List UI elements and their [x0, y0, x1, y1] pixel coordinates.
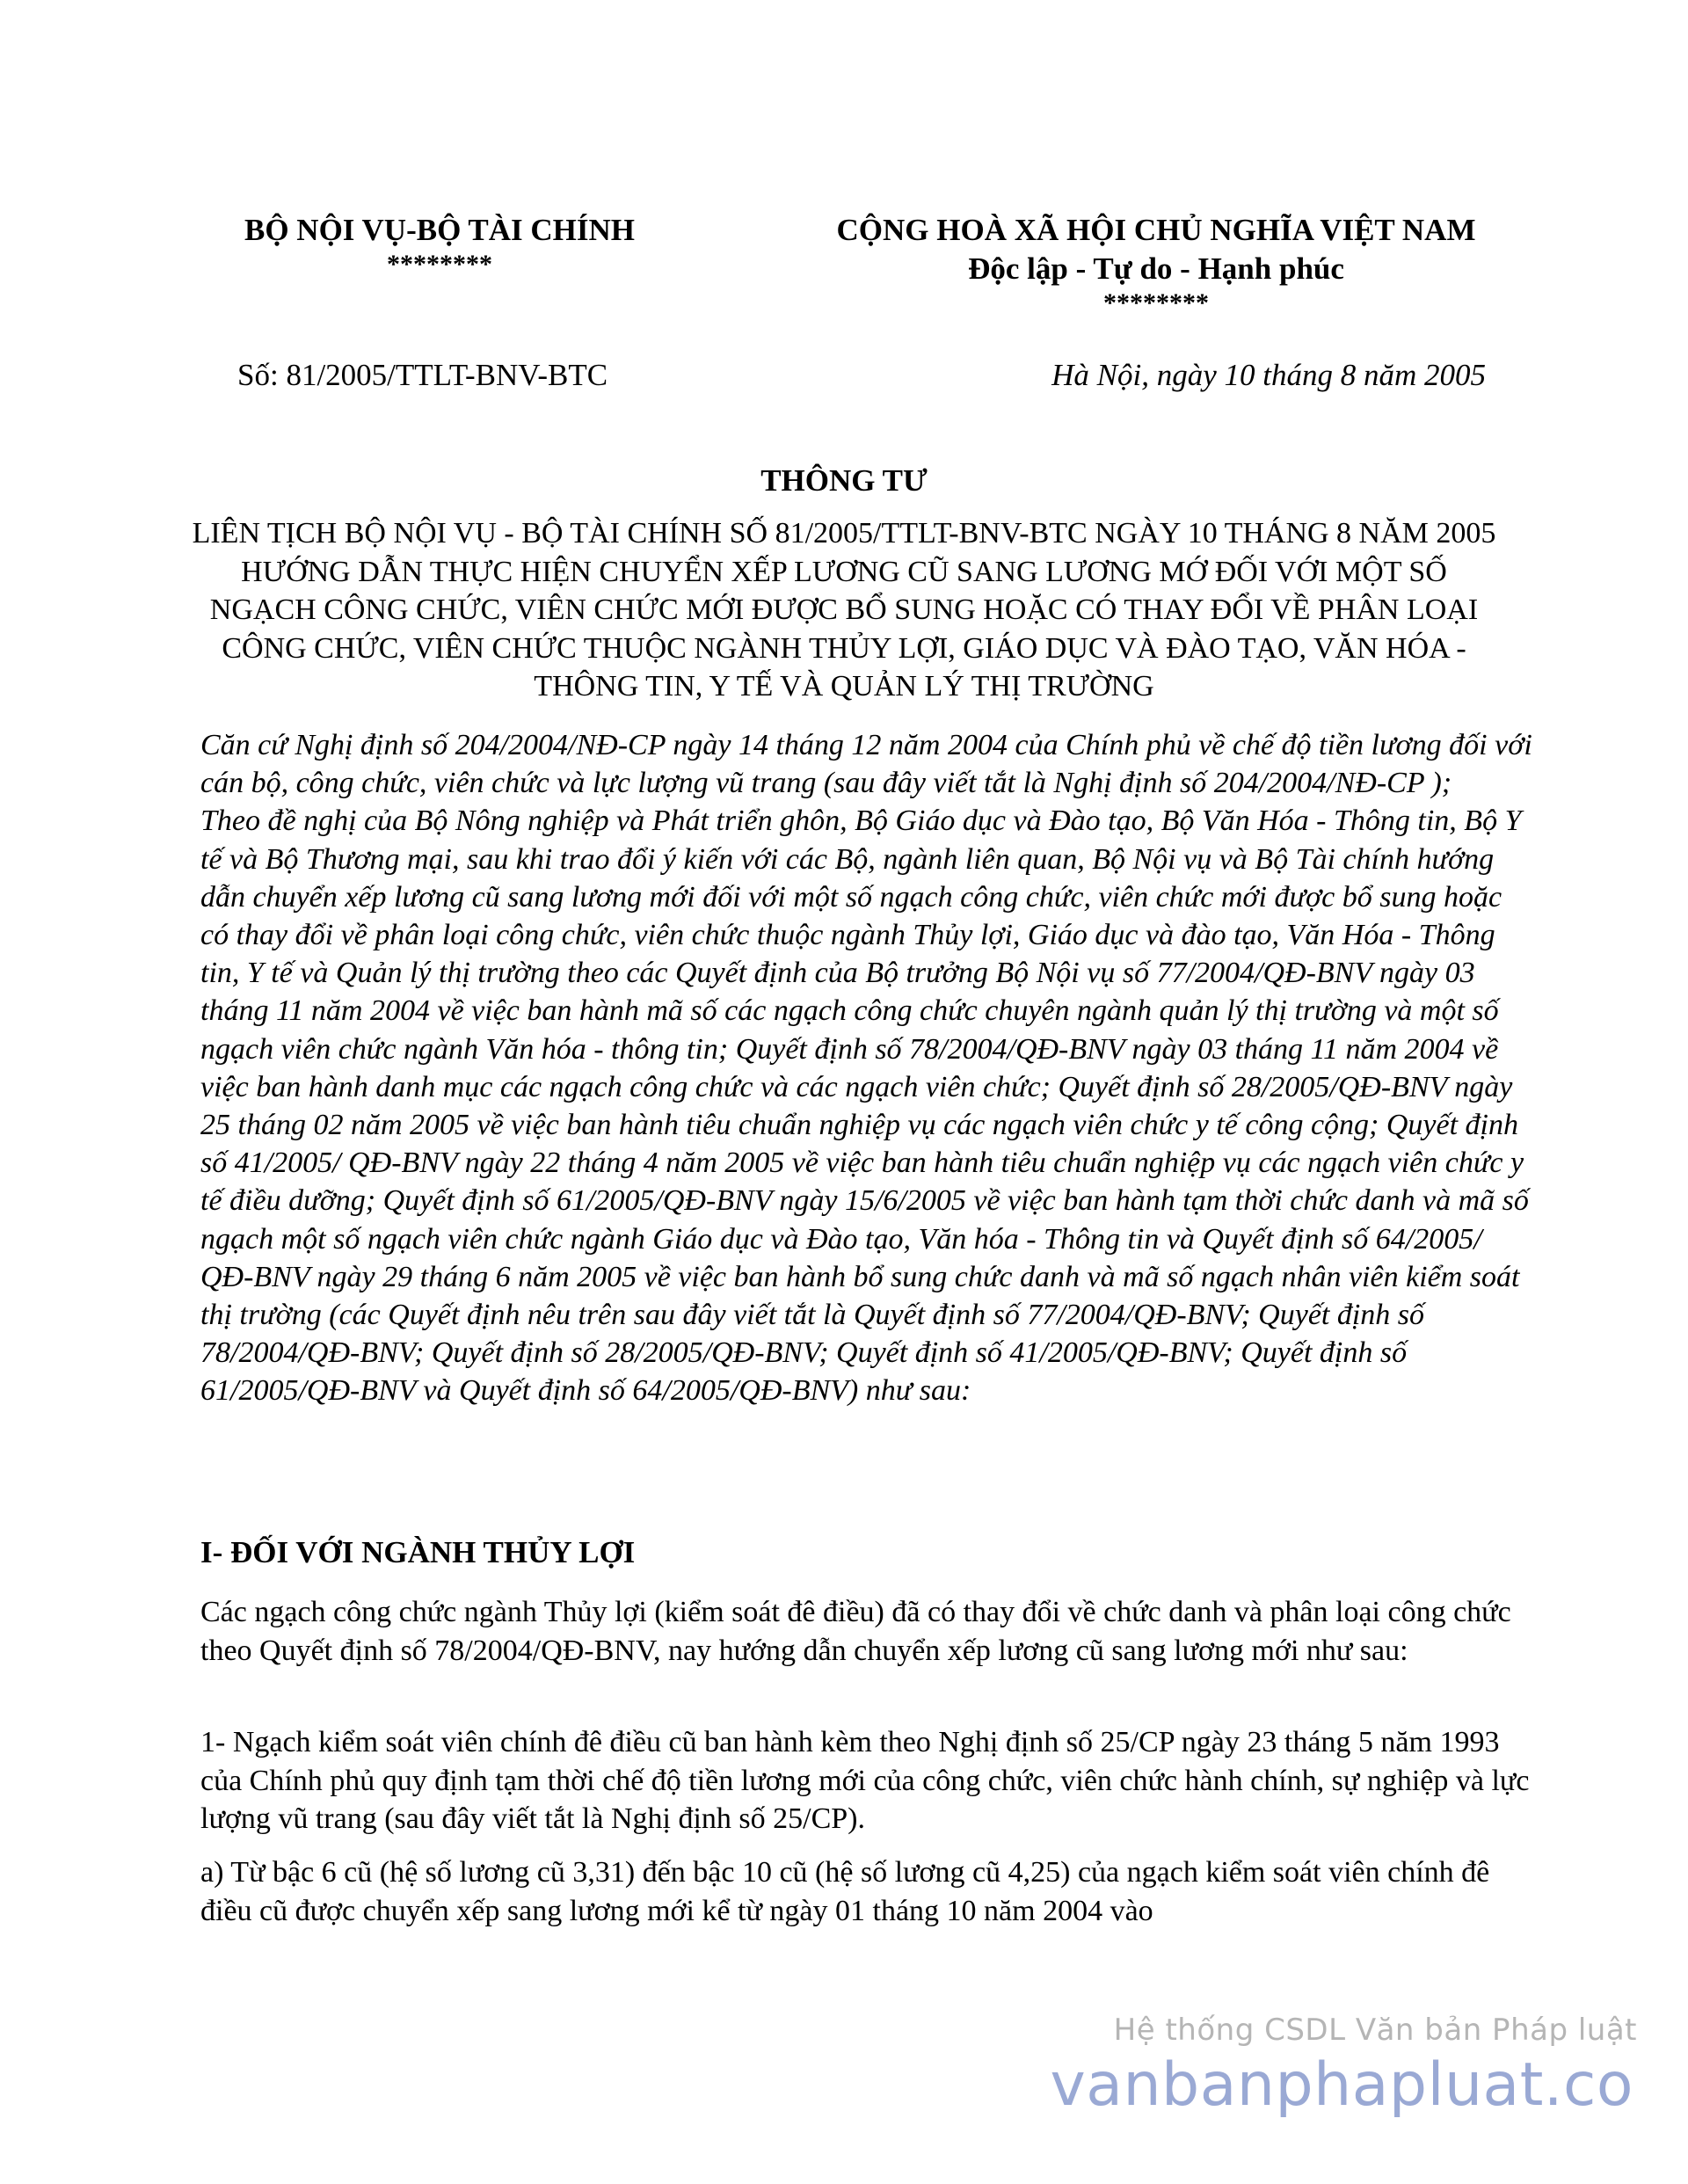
watermark-site: vanbanphapluat.co: [1050, 2050, 1633, 2120]
agency-name: BỘ NỘI VỤ-BỘ TÀI CHÍNH: [244, 213, 636, 247]
national-header: [743, 211, 1569, 317]
agency-header: [202, 211, 677, 278]
agency-stars: ********: [387, 250, 492, 279]
body-paragraph: Các ngạch công chức ngành Thủy lợi (kiểm soát đê điều) đã có thay đổi về chức danh và phân loại công chức theo Quyết định số 78/2004/QĐ-BNV, nay hướng dẫn chuyển xếp lương cũ sang lương mới như sau:: [200, 1596, 1511, 1667]
document-date: Hà Nội, ngày 10 tháng 8 năm 2005: [1051, 358, 1486, 392]
preamble-paragraph: Theo đề nghị của Bộ Nông nghiệp và Phát triển ghôn, Bộ Giáo dục và Đào tạo, Bộ Văn Hóa - Thông tin, Bộ Y tế và Bộ Thương mại, sau khi trao đổi ý kiến với các Bộ, ngành liên quan, Bộ Nội vụ và Bộ Tài chính hướng dẫn chuyển xếp lương cũ sang lương mới đối với một số ngạch công chức, viên chức mới được bổ sung hoặc có thay đổi về phân loại công chức, viên chức thuộc ngành Thủy lợi, Giáo dục và đào tạo, Văn Hóa - Thông tin, Y tế và Quản lý thị trường theo các Quyết định của Bộ trưởng Bộ Nội vụ số 77/2004/QĐ-BNV ngày 03 tháng 11 năm 2004 về việc ban hành mã số các ngạch công chức chuyên ngành quản lý thị trường và một số ngạch viên chức ngành Văn hóa - thông tin; Quyết định số 78/2004/QĐ-BNV ngày 03 tháng 11 năm 2004 về việc ban hành danh mục các ngạch công chức và các ngạch viên chức; Quyết định số 28/2005/QĐ-BNV ngày 25 tháng 02 năm 2005 về việc ban hành tiêu chuẩn nghiệp vụ các ngạch viên chức y tế công cộng; Quyết định số 41/2005/ QĐ-BNV ngày 22 tháng 4 năm 2005 về việc ban hành tiêu chuẩn nghiệp vụ các ngạch viên chức y tế điều dưỡng; Quyết định số 61/2005/QĐ-BNV ngày 15/6/2005 về việc ban hành tạm thời chức danh và mã số ngạch một số ngạch viên chức ngành Giáo dục và Đào tạo, Văn hóa - Thông tin và Quyết định số 64/2005/ QĐ-BNV ngày 29 tháng 6 năm 2005 về việc ban hành bổ sung chức danh và mã số ngạch nhân viên kiểm soát thị trường (các Quyết định nêu trên sau đây viết tắt là Quyết định số 77/2004/QĐ-BNV; Quyết định số 78/2004/QĐ-BNV; Quyết định số 28/2005/QĐ-BNV; Quyết định số 41/2005/QĐ-BNV; Quyết định số 61/2005/QĐ-BNV và Quyết định số 64/2005/QĐ-BNV) như sau:: [200, 804, 1529, 1408]
country-stars: ********: [1103, 288, 1209, 317]
motto: Độc lập - Tự do - Hạnh phúc: [968, 251, 1344, 286]
section-heading: I- ĐỐI VỚI NGÀNH THỦY LỢI: [200, 1535, 636, 1569]
body-paragraph: 1- Ngạch kiểm soát viên chính đê điều cũ ban hành kèm theo Nghị định số 25/CP ngày 23 tháng 5 năm 1993 của Chính phủ quy định tạm thời chế độ tiền lương mới của công chức, viên chức hành chính, sự nghiệp và lực lượng vũ trang (sau đây viết tắt là Nghị định số 25/CP).: [200, 1726, 1530, 1835]
document-title: LIÊN TỊCH BỘ NỘI VỤ - BỘ TÀI CHÍNH SỐ 81/2005/TTLT-BNV-BTC NGÀY 10 THÁNG 8 NĂM 2005 HƯỚNG DẪN THỰC HIỆN CHUYỂN XẾP LƯƠNG CŨ SANG LƯƠNG MỚ ĐỐI VỚI MỘT SỐ NGẠCH CÔNG CHỨC, VIÊN CHỨC MỚI ĐƯỢC BỔ SUNG HOẶC CÓ THAY ĐỔI VỀ PHÂN LOẠI CÔNG CHỨC, VIÊN CHỨC THUỘC NGÀNH THỦY LỢI, GIÁO DỤC VÀ ĐÀO TẠO, VĂN HÓA - THÔNG TIN, Y TẾ VÀ QUẢN LÝ THỊ TRƯỜNG: [192, 517, 1496, 703]
watermark-caption: Hệ thống CSDL Văn bản Pháp luật: [1113, 2013, 1637, 2048]
preamble-paragraph: Căn cứ Nghị định số 204/2004/NĐ-CP ngày 14 tháng 12 năm 2004 của Chính phủ về chế độ tiền lương đối với cán bộ, công chức, viên chức và lực lượng vũ trang (sau đây viết tắt là Nghị định số 204/2004/NĐ-CP );: [200, 729, 1532, 800]
preamble: [200, 726, 1537, 1410]
country-name: CỘNG HOÀ XÃ HỘI CHỦ NGHĨA VIỆT NAM: [836, 213, 1476, 247]
document-number: Số: 81/2005/TTLT-BNV-BTC: [237, 358, 608, 392]
body-paragraph: a) Từ bậc 6 cũ (hệ số lương cũ 3,31) đến bậc 10 cũ (hệ số lương cũ 4,25) của ngạch kiểm soát viên chính đê điều cũ được chuyển xếp sang lương mới kể từ ngày 01 tháng 10 năm 2004 vào: [200, 1856, 1490, 1927]
document-type: THÔNG TƯ: [760, 463, 928, 498]
